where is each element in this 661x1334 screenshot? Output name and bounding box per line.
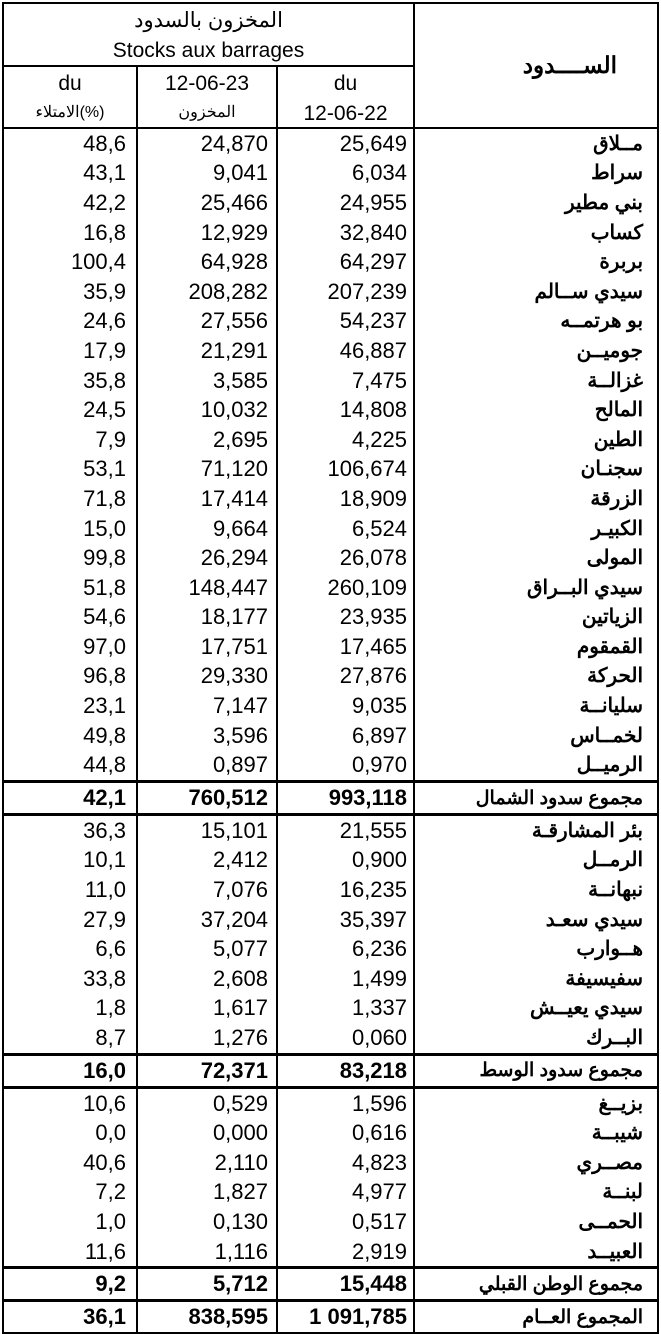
fill-rate-cell: 23,1 [3, 691, 137, 721]
storage-cell: 72,371 [137, 1054, 277, 1087]
storage-cell: 7,147 [137, 691, 277, 721]
storage-cell: 760,512 [137, 782, 277, 815]
dam-row [3, 425, 658, 455]
previous-storage-cell: 23,935 [277, 603, 414, 633]
dam-row [3, 128, 658, 159]
fill-rate-cell: 10,6 [3, 1087, 137, 1118]
dam-name-cell: مجموع سدود الوسط [414, 1054, 658, 1087]
previous-storage-cell: 260,109 [277, 573, 414, 603]
total-row [3, 1301, 658, 1334]
previous-storage-cell: 6,034 [277, 159, 414, 189]
dam-name-cell: بئر المشارقـة [414, 815, 658, 846]
storage-cell: 2,110 [137, 1148, 277, 1178]
fill-rate-cell: 36,3 [3, 815, 137, 846]
dam-row [3, 815, 658, 846]
dam-name-cell: نبهانــة [414, 875, 658, 905]
dam-name-cell: الزرقة [414, 484, 658, 514]
dam-row [3, 543, 658, 573]
dam-name-cell: كساب [414, 218, 658, 248]
storage-cell: 3,585 [137, 366, 277, 396]
fill-rate-cell: 9,2 [3, 1268, 137, 1301]
previous-storage-cell: 21,555 [277, 815, 414, 846]
dam-name-cell: جوميــن [414, 336, 658, 366]
previous-storage-cell: 2,919 [277, 1237, 414, 1268]
dam-row [3, 366, 658, 396]
previous-storage-cell: 7,475 [277, 366, 414, 396]
fill-rate-cell: 43,1 [3, 159, 137, 189]
fill-rate-cell: 1,0 [3, 1207, 137, 1237]
storage-cell: 1,827 [137, 1178, 277, 1208]
previous-storage-cell: 26,078 [277, 543, 414, 573]
dam-row [3, 964, 658, 994]
storage-cell: 0,897 [137, 750, 277, 781]
dam-row [3, 1207, 658, 1237]
dam-name-cell: المجموع العــام [414, 1301, 658, 1334]
dam-row [3, 1148, 658, 1178]
storage-cell: 1,617 [137, 994, 277, 1024]
fill-rate-cell: 35,8 [3, 366, 137, 396]
dam-name-cell: المالح [414, 395, 658, 425]
dam-row [3, 875, 658, 905]
storage-cell: 18,177 [137, 603, 277, 633]
storage-cell: 148,447 [137, 573, 277, 603]
fill-rate-cell: 1,8 [3, 994, 137, 1024]
fill-rate-cell: 49,8 [3, 721, 137, 751]
fill-rate-cell: 27,9 [3, 905, 137, 935]
dam-name-cell: سفيسيفة [414, 964, 658, 994]
previous-storage-cell: 0,060 [277, 1023, 414, 1054]
fill-rate-cell: 51,8 [3, 573, 137, 603]
fill-rate-cell: 100,4 [3, 247, 137, 277]
storage-cell: 25,466 [137, 188, 277, 218]
dam-row [3, 247, 658, 277]
dam-name-cell: مجموع الوطن القبلي [414, 1268, 658, 1301]
storage-cell: 12,929 [137, 218, 277, 248]
previous-storage-cell: 27,876 [277, 662, 414, 692]
fill-rate-cell: 96,8 [3, 662, 137, 692]
fill-rate-cell: 24,6 [3, 307, 137, 337]
storage-cell: 9,041 [137, 159, 277, 189]
previous-storage-cell: 0,517 [277, 1207, 414, 1237]
fill-rate-cell: 0,0 [3, 1118, 137, 1148]
dam-row [3, 1178, 658, 1208]
storage-cell: 27,556 [137, 307, 277, 337]
dam-row [3, 159, 658, 189]
previous-storage-cell: 4,977 [277, 1178, 414, 1208]
dam-row [3, 691, 658, 721]
previous-storage-cell: 6,524 [277, 514, 414, 544]
storage-cell: 5,077 [137, 934, 277, 964]
previous-storage-cell: 9,035 [277, 691, 414, 721]
dam-row [3, 934, 658, 964]
storage-cell: 838,595 [137, 1301, 277, 1334]
fill-rate-cell: 17,9 [3, 336, 137, 366]
previous-storage-cell: 4,823 [277, 1148, 414, 1178]
dam-row [3, 1237, 658, 1268]
previous-storage-cell: 0,900 [277, 846, 414, 876]
previous-storage-cell: 1,499 [277, 964, 414, 994]
dam-row [3, 1087, 658, 1118]
fill-rate-cell: 40,6 [3, 1148, 137, 1178]
fill-rate-cell: 8,7 [3, 1023, 137, 1054]
previous-storage-cell: 83,218 [277, 1054, 414, 1087]
dam-row [3, 1118, 658, 1148]
dam-row [3, 721, 658, 751]
storage-cell: 64,928 [137, 247, 277, 277]
storage-cell: 10,032 [137, 395, 277, 425]
fill-rate-cell: 54,6 [3, 603, 137, 633]
header-du-1: du [3, 66, 137, 99]
dam-name-cell: القمقوم [414, 632, 658, 662]
storage-cell: 2,412 [137, 846, 277, 876]
storage-cell: 0,529 [137, 1087, 277, 1118]
fill-rate-cell: 10,1 [3, 846, 137, 876]
previous-storage-cell: 24,955 [277, 188, 414, 218]
fill-rate-cell: 35,9 [3, 277, 137, 307]
previous-storage-cell: 54,237 [277, 307, 414, 337]
previous-storage-cell: 0,970 [277, 750, 414, 781]
dam-row [3, 603, 658, 633]
storage-cell: 7,076 [137, 875, 277, 905]
dam-stocks-table [2, 2, 659, 1334]
previous-storage-cell: 17,465 [277, 632, 414, 662]
previous-storage-cell: 207,239 [277, 277, 414, 307]
previous-storage-cell: 46,887 [277, 336, 414, 366]
fill-rate-cell: 33,8 [3, 964, 137, 994]
previous-storage-cell: 4,225 [277, 425, 414, 455]
dam-row [3, 188, 658, 218]
dam-name-cell: سجنـان [414, 455, 658, 485]
storage-cell: 5,712 [137, 1268, 277, 1301]
dam-name-cell: الرميــل [414, 750, 658, 781]
header-du-2: du [277, 66, 414, 99]
fill-rate-cell: 7,2 [3, 1178, 137, 1208]
fill-rate-cell: 24,5 [3, 395, 137, 425]
previous-storage-cell: 64,297 [277, 247, 414, 277]
dam-name-cell: سليانــة [414, 691, 658, 721]
dam-row [3, 395, 658, 425]
previous-storage-cell: 1 091,785 [277, 1301, 414, 1334]
dam-row [3, 277, 658, 307]
fill-rate-cell: 15,0 [3, 514, 137, 544]
dam-name-cell: سراط [414, 159, 658, 189]
previous-storage-cell: 1,337 [277, 994, 414, 1024]
dam-row [3, 307, 658, 337]
dam-name-cell: الزياتين [414, 603, 658, 633]
previous-storage-cell: 6,897 [277, 721, 414, 751]
dam-row [3, 662, 658, 692]
header-stocks-ar: المخزون بالسدود [3, 3, 414, 36]
fill-rate-cell: 11,0 [3, 875, 137, 905]
previous-storage-cell: 18,909 [277, 484, 414, 514]
dam-name-cell: الرمــل [414, 846, 658, 876]
dam-name-cell: الكبيـر [414, 514, 658, 544]
storage-cell: 17,414 [137, 484, 277, 514]
total-row [3, 1268, 658, 1301]
dam-row [3, 905, 658, 935]
dam-row [3, 846, 658, 876]
storage-cell: 0,000 [137, 1118, 277, 1148]
previous-storage-cell: 993,118 [277, 782, 414, 815]
fill-rate-cell: 16,8 [3, 218, 137, 248]
dam-name-cell: المولى [414, 543, 658, 573]
dam-name-cell: سيدي يعيــش [414, 994, 658, 1024]
header-dams: الســــدود [414, 3, 658, 128]
dam-row [3, 514, 658, 544]
header-storage: المخزون [137, 99, 277, 128]
dam-row [3, 750, 658, 781]
dam-name-cell: الحركة [414, 662, 658, 692]
storage-cell: 208,282 [137, 277, 277, 307]
storage-cell: 2,695 [137, 425, 277, 455]
dam-name-cell: مــلاق [414, 128, 658, 159]
storage-cell: 2,608 [137, 964, 277, 994]
storage-cell: 37,204 [137, 905, 277, 935]
dam-name-cell: بزيــغ [414, 1087, 658, 1118]
dam-row [3, 484, 658, 514]
previous-storage-cell: 14,808 [277, 395, 414, 425]
dam-name-cell: سيدي ســالم [414, 277, 658, 307]
fill-rate-cell: 42,1 [3, 782, 137, 815]
total-row [3, 782, 658, 815]
dam-row [3, 1023, 658, 1054]
dam-row [3, 632, 658, 662]
header-date-2: 12-06-22 [277, 99, 414, 128]
fill-rate-cell: 11,6 [3, 1237, 137, 1268]
dam-name-cell: مجموع سدود الشمال [414, 782, 658, 815]
storage-cell: 1,276 [137, 1023, 277, 1054]
previous-storage-cell: 15,448 [277, 1268, 414, 1301]
header-date-1: 12-06-23 [137, 66, 277, 99]
storage-cell: 24,870 [137, 128, 277, 159]
fill-rate-cell: 42,2 [3, 188, 137, 218]
previous-storage-cell: 32,840 [277, 218, 414, 248]
header-stocks-fr: Stocks aux barrages [3, 36, 414, 66]
dam-name-cell: بني مطير [414, 188, 658, 218]
dam-row [3, 573, 658, 603]
fill-rate-cell: 36,1 [3, 1301, 137, 1334]
previous-storage-cell: 0,616 [277, 1118, 414, 1148]
dam-name-cell: هــوارب [414, 934, 658, 964]
storage-cell: 29,330 [137, 662, 277, 692]
dam-name-cell: شيبــة [414, 1118, 658, 1148]
storage-cell: 1,116 [137, 1237, 277, 1268]
previous-storage-cell: 35,397 [277, 905, 414, 935]
dam-name-cell: العبيــد [414, 1237, 658, 1268]
dam-row [3, 336, 658, 366]
fill-rate-cell: 7,9 [3, 425, 137, 455]
storage-cell: 3,596 [137, 721, 277, 751]
header-fill-rate: الامتلاء(%) [3, 99, 137, 128]
dam-name-cell: سيدي البــراق [414, 573, 658, 603]
dam-name-cell: بربرة [414, 247, 658, 277]
fill-rate-cell: 71,8 [3, 484, 137, 514]
previous-storage-cell: 25,649 [277, 128, 414, 159]
dam-row [3, 994, 658, 1024]
previous-storage-cell: 6,236 [277, 934, 414, 964]
dam-name-cell: غزالــة [414, 366, 658, 396]
previous-storage-cell: 1,596 [277, 1087, 414, 1118]
dam-name-cell: لخمــاس [414, 721, 658, 751]
dam-name-cell: مصــري [414, 1148, 658, 1178]
dam-row [3, 218, 658, 248]
storage-cell: 17,751 [137, 632, 277, 662]
storage-cell: 71,120 [137, 455, 277, 485]
storage-cell: 26,294 [137, 543, 277, 573]
total-row [3, 1054, 658, 1087]
fill-rate-cell: 99,8 [3, 543, 137, 573]
fill-rate-cell: 48,6 [3, 128, 137, 159]
storage-cell: 21,291 [137, 336, 277, 366]
dam-name-cell: لبنــة [414, 1178, 658, 1208]
fill-rate-cell: 6,6 [3, 934, 137, 964]
fill-rate-cell: 44,8 [3, 750, 137, 781]
storage-cell: 0,130 [137, 1207, 277, 1237]
fill-rate-cell: 97,0 [3, 632, 137, 662]
dam-name-cell: البــرك [414, 1023, 658, 1054]
previous-storage-cell: 106,674 [277, 455, 414, 485]
dam-name-cell: سيدي سعـد [414, 905, 658, 935]
storage-cell: 9,664 [137, 514, 277, 544]
previous-storage-cell: 16,235 [277, 875, 414, 905]
fill-rate-cell: 16,0 [3, 1054, 137, 1087]
fill-rate-cell: 53,1 [3, 455, 137, 485]
dam-name-cell: بو هرتمــه [414, 307, 658, 337]
dam-name-cell: الحمــى [414, 1207, 658, 1237]
dam-name-cell: الطين [414, 425, 658, 455]
dam-row [3, 455, 658, 485]
storage-cell: 15,101 [137, 815, 277, 846]
